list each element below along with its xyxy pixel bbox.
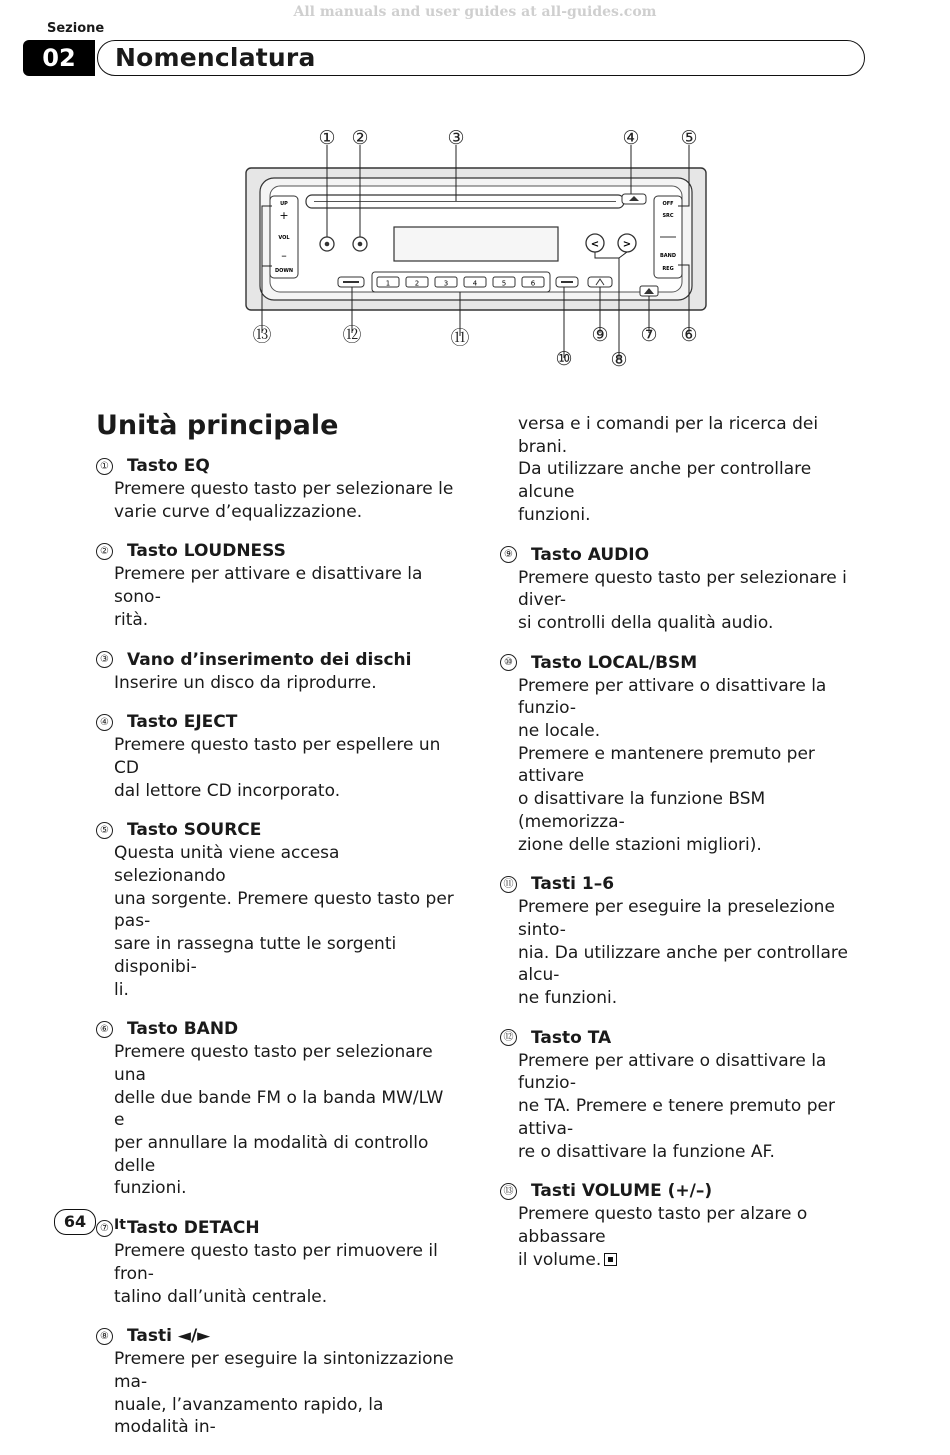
legend-item-description [114, 842, 456, 1001]
legend-item-description [518, 1050, 860, 1164]
callout-11: ⑪ [450, 327, 470, 349]
legend-item-title: Tasto BAND [127, 1019, 239, 1040]
legend-item-number: ② [96, 543, 113, 560]
legend-item-title: Tasto EJECT [127, 712, 238, 733]
legend-item [96, 1017, 456, 1200]
legend-item-description [114, 672, 456, 695]
watermark: All manuals and user guides at all-guides.com [293, 4, 657, 20]
legend-item-number: ⑧ [96, 1328, 113, 1345]
legend-item-description [114, 563, 456, 631]
preset-button-label: 2 [414, 279, 420, 288]
legend-item-number: ⑪ [500, 876, 517, 893]
preset-button-label: 3 [443, 279, 449, 288]
legend-item-description [114, 478, 456, 523]
legend-item-title: Vano d’inserimento dei dischi [127, 649, 412, 670]
legend-item-header [96, 1324, 456, 1348]
continued-text: versa e i comandi per la ricerca dei brani. Da utilizzare anche per controllare alcune funzioni. [518, 414, 819, 525]
legend-item-header [500, 543, 860, 567]
label-reg: REG [662, 266, 674, 272]
preset-button-label: 5 [501, 279, 507, 288]
legend-item-header [96, 710, 456, 734]
legend-item [96, 1324, 456, 1439]
legend-item-number: ⑩ [500, 654, 517, 671]
legend-item-title: Tasto EQ [127, 456, 210, 476]
legend-item-description [518, 675, 860, 857]
callout-7: ⑦ [640, 324, 658, 346]
legend-item-title: Tasto LOCAL/BSM [531, 652, 698, 673]
legend-item [96, 1216, 456, 1308]
callout-3: ③ [447, 127, 465, 149]
legend-item-description [114, 734, 456, 802]
legend-item [500, 1026, 860, 1164]
legend-item-title: Tasto DETACH [127, 1218, 260, 1239]
legend-item-title: Tasti 1–6 [531, 874, 615, 895]
legend-item [500, 1179, 860, 1271]
right-arrow-label: > [622, 239, 632, 250]
device-front-diagram [238, 122, 718, 372]
legend-item-text: Questa unità viene accesa selezionando una sorgente. Premere questo tasto per pas- sare in rassegna tutte le sorgenti disponibi- li. [114, 843, 454, 1000]
legend-item-description [518, 1203, 860, 1271]
legend-item-number: ① [96, 458, 113, 475]
callout-5: ⑤ [680, 127, 698, 149]
preset-button-label: 6 [530, 279, 536, 288]
legend-item-number: ⑤ [96, 822, 113, 839]
label-up: UP [280, 201, 288, 207]
section-heading: Unità principale [96, 410, 339, 441]
legend-item-text: Premere questo tasto per espellere un CD dal lettore CD incorporato. [114, 735, 441, 801]
legend-item-number: ⑬ [500, 1183, 517, 1200]
volume-plus-icon: + [279, 209, 289, 222]
callout-13: ⑬ [252, 324, 272, 346]
legend-item-title: Tasto AUDIO [531, 544, 650, 565]
legend-item-text: Premere questo tasto per alzare o abbassare il volume. [518, 1204, 808, 1270]
legend-item-description [114, 1348, 456, 1439]
legend-item-description [114, 1041, 456, 1200]
legend-item-text: Premere questo tasto per selezionare una delle due bande FM o la banda MW/LW e per annullare la modalità di controllo delle funzioni. [114, 1042, 444, 1199]
legend-item-description [518, 567, 860, 635]
legend-item-text: Premere per attivare o disattivare la funzio- ne locale. Premere e mantenere premuto per attivare o disattivare la funzione BSM (memorizza- zione delle stazioni migliori). [518, 675, 827, 855]
legend-item-text: Premere per eseguire la sintonizzazione ma- nuale, l’avanzamento rapido, la modalità in- [114, 1349, 454, 1438]
label-band: BAND [659, 253, 677, 259]
legend-item-text: Premere per eseguire la preselezione sinto- nia. Da utilizzare anche per controllare alcu- ne funzioni. [518, 897, 848, 1009]
legend-item-header [96, 454, 456, 478]
label-vol: VOL [278, 235, 290, 241]
legend-item-title: Tasti VOLUME (+/–) [531, 1181, 713, 1202]
label-off: OFF [662, 201, 674, 207]
legend-item-description [518, 896, 860, 1010]
callout-4: ④ [622, 127, 640, 149]
preset-button-label: 4 [472, 279, 478, 288]
section-label: Sezione [47, 21, 105, 36]
display-window [394, 227, 558, 261]
legend-item-header [96, 818, 456, 842]
legend-item [500, 872, 860, 1010]
callout-12: ⑫ [342, 324, 362, 346]
section-number-badge: 02 [23, 40, 95, 76]
left-column [96, 454, 456, 1455]
title-bar [97, 40, 865, 76]
callout-1: ① [318, 127, 336, 149]
legend-item [96, 710, 456, 802]
legend-item-text: Premere per attivare o disattivare la funzio- ne TA. Premere e tenere premuto per attiva- re o disattivare la funzione AF. [518, 1050, 835, 1162]
legend-item [500, 543, 860, 635]
legend-item [96, 539, 456, 631]
callout-6: ⑥ [680, 324, 698, 346]
legend-item-number: ④ [96, 714, 113, 731]
legend-item-title: Tasto TA [531, 1027, 612, 1048]
legend-item-header [500, 651, 860, 675]
volume-minus-icon: – [281, 249, 287, 262]
label-down: DOWN [274, 268, 294, 274]
callout-9: ⑨ [591, 324, 609, 346]
legend-item-text: Premere questo tasto per selezionare le varie curve d’equalizzazione. [114, 479, 454, 522]
legend-item-header [96, 648, 456, 672]
right-column [500, 413, 860, 1287]
legend-item-number: ⑨ [500, 546, 517, 563]
legend-item-text: Inserire un disco da riprodurre. [114, 672, 377, 693]
legend-item [96, 818, 456, 1001]
legend-item-header [500, 1026, 860, 1050]
legend-item-text: Premere per attivare e disattivare la sono- rità. [114, 564, 423, 630]
legend-item [96, 454, 456, 523]
legend-item-number: ⑥ [96, 1021, 113, 1038]
label-src: SRC [662, 213, 674, 219]
legend-item-number: ⑦ [96, 1220, 113, 1237]
callout-8: ⑧ [610, 349, 628, 371]
language-code: It [114, 1217, 126, 1233]
page-number: 64 [54, 1209, 96, 1235]
legend-item-header [500, 872, 860, 896]
legend-item-text: Premere questo tasto per selezionare i diver- si controlli della qualità audio. [518, 567, 847, 633]
callout-10: ⑩ [555, 348, 573, 370]
page-title: Nomenclatura [115, 43, 316, 72]
legend-item-header [96, 1017, 456, 1041]
legend-item-title: Tasti ◄/► [127, 1326, 211, 1347]
legend-item-header [500, 1179, 860, 1203]
legend-item [96, 648, 456, 695]
legend-item [500, 651, 860, 857]
end-of-section-icon [604, 1253, 617, 1266]
legend-item-header [96, 1216, 456, 1240]
legend-item-header [96, 539, 456, 563]
left-arrow-label: < [590, 239, 600, 250]
legend-item-text: Premere questo tasto per rimuovere il fron- talino dall’unità centrale. [114, 1241, 438, 1307]
legend-item-description [114, 1240, 456, 1308]
legend-item-title: Tasto LOUDNESS [127, 541, 286, 562]
legend-item-number: ⑫ [500, 1029, 517, 1046]
legend-item-title: Tasto SOURCE [127, 820, 262, 841]
preset-button-label: 1 [385, 279, 391, 288]
callout-2: ② [351, 127, 369, 149]
legend-item-number: ③ [96, 651, 113, 668]
